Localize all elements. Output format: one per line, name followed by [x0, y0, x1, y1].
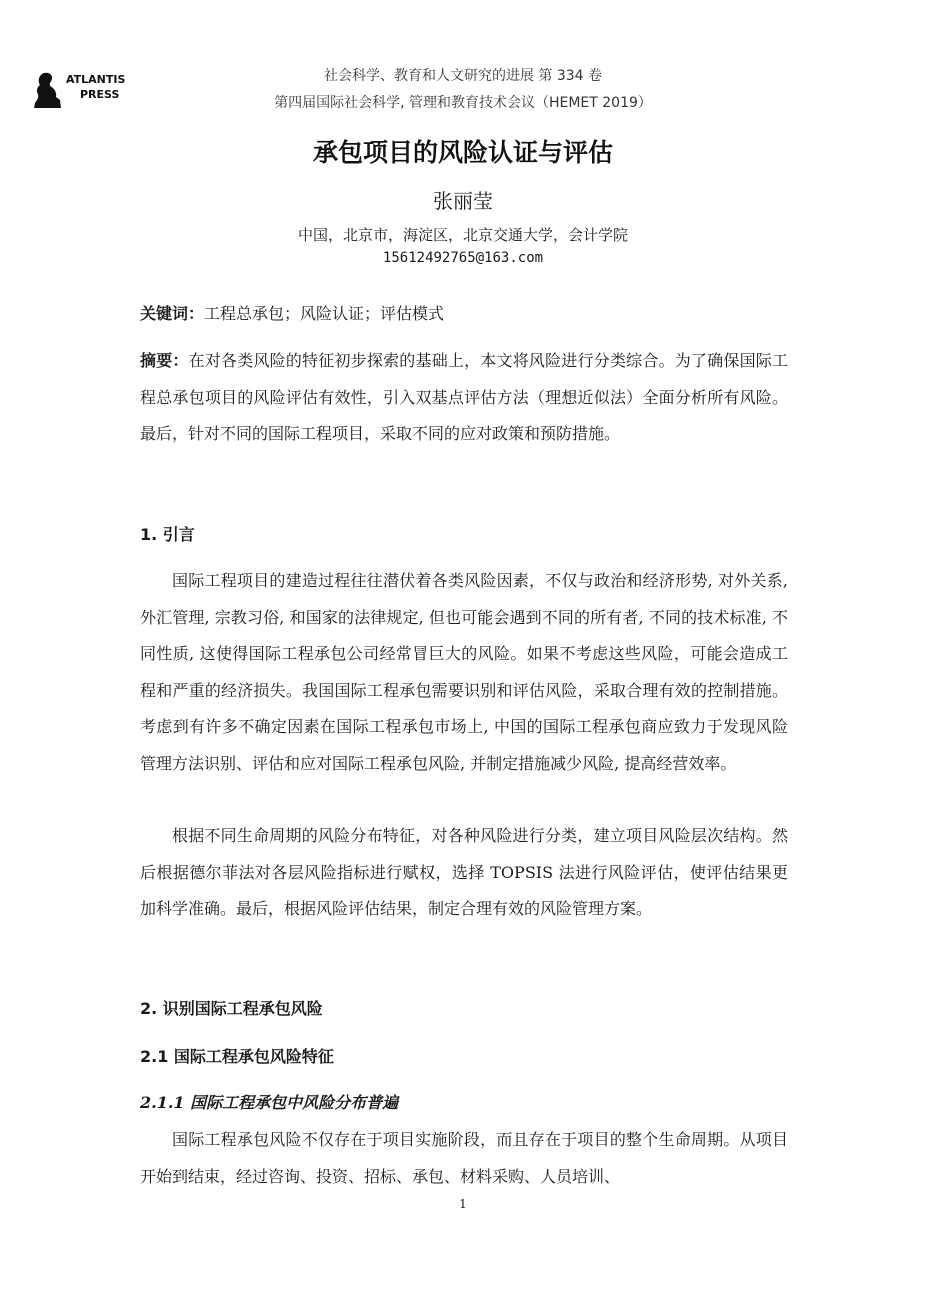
author-affiliation: 中国，北京市，海淀区，北京交通大学，会计学院 [297, 226, 628, 244]
journal-series: 社会科学、教育和人文研究的进展 第 334 卷 [323, 68, 603, 84]
abstract [140, 343, 788, 453]
abstract-label: 摘要： [140, 351, 189, 370]
keywords-label: 关键词： [140, 304, 205, 323]
page-number: 1 [459, 1197, 467, 1211]
conference-name: 第四届国际社会科学, 管理和教育技术会议（HEMET 2019） [274, 95, 652, 111]
body-paragraph: 国际工程承包风险不仅存在于项目实施阶段，而且存在于项目的整个生命周期。从项目开始到结束，经过咨询、投资、招标、承包、材料采购、人员培训、 [140, 1130, 788, 1186]
body-paragraph: 国际工程项目的建造过程往往潜伏着各类风险因素，不仅与政治和经济形势, 对外关系, 外汇管理, 宗教习俗, 和国家的法律规定, 但也可能会遇到不同的所有者, 不同的技术标准, 不同性质, 这使得国际工程承包公司经常冒巨大的风险。如果不考虑这些风险，可能会造成工程和严重的经济损失。我国国际工程承包需要识别和评估风险，采取合理有效的控制措施。考虑到有许多不确定因素在国际工程承包市场上, 中国的国际工程承包商应致力于发现风险管理方法识别、评估和应对国际工程承包风险, 并制定措施减少风险, 提高经营效率。 [140, 571, 788, 773]
logo-line2: PRESS [80, 88, 120, 101]
keywords [140, 296, 788, 333]
body-paragraph: 根据不同生命周期的风险分布特征，对各种风险进行分类，建立项目风险层次结构。然后根据德尔菲法对各层风险指标进行赋权，选择 TOPSIS 法进行风险评估，使评估结果更加科学准确。最后，根据风险评估结果，制定合理有效的风险管理方案。 [140, 826, 788, 918]
subsubsection-heading: 2.1.1 国际工程承包中风险分布普遍 [140, 1093, 399, 1112]
section-heading-introduction: 1. 引言 [140, 525, 195, 544]
keywords-text: 工程总承包；风险认证；评估模式 [204, 304, 445, 323]
logo-line1: ATLANTIS [66, 73, 126, 86]
author-email: 15612492765@163.com [382, 250, 544, 266]
section-heading-risk-identification: 2. 识别国际工程承包风险 [140, 999, 323, 1018]
subsection-heading: 2.1 国际工程承包风险特征 [140, 1047, 334, 1066]
author-name: 张丽莹 [433, 189, 493, 213]
paper-title: 承包项目的风险认证与评估 [312, 138, 613, 167]
abstract-text: 在对各类风险的特征初步探索的基础上，本文将风险进行分类综合。为了确保国际工程总承包项目的风险评估有效性，引入双基点评估方法（理想近似法）全面分析所有风险。最后，针对不同的国际工程项目，采取不同的应对政策和预防措施。 [140, 351, 788, 443]
